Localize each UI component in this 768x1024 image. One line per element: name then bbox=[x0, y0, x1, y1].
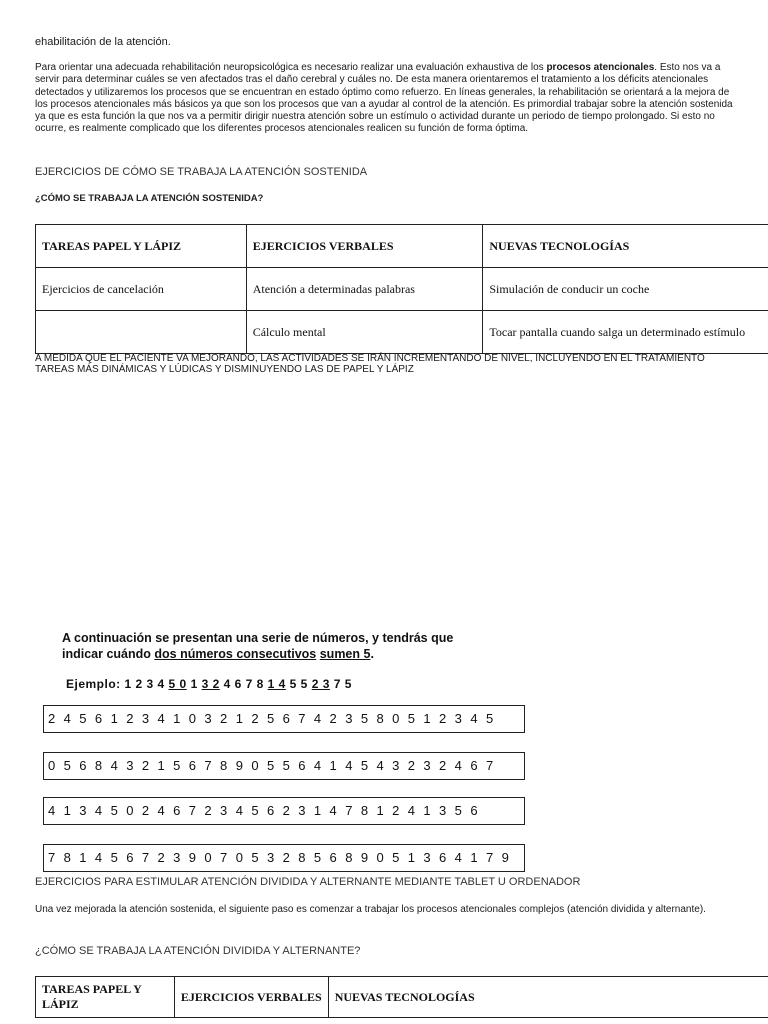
section-heading-sustained: EJERCICIOS DE CÓMO SE TRABAJA LA ATENCIÓN SOSTENIDA bbox=[35, 166, 368, 178]
instruction-text: . bbox=[370, 647, 374, 661]
instruction-text: indicar cuándo bbox=[62, 647, 155, 661]
section-heading-divided: EJERCICIOS PARA ESTIMULAR ATENCIÓN DIVIDIDA Y ALTERNANTE MEDIANTE TABLET U ORDENADOR bbox=[35, 876, 581, 888]
header-cell: NUEVAS TECNOLOGÍAS bbox=[328, 977, 768, 1018]
example-pair: 1 4 bbox=[267, 677, 286, 691]
paragraph-complex-processes: Una vez mejorada la atención sostenida, el siguiente paso es comenzar a trabajar los procesos atencionales complejos (atención dividida y alternante). bbox=[35, 904, 706, 915]
header-cell: EJERCICIOS VERBALES bbox=[174, 977, 328, 1018]
table-row bbox=[36, 311, 768, 354]
example-pair: 2 3 bbox=[311, 677, 330, 691]
table-header-row bbox=[36, 977, 768, 1018]
intro-text: ehabilitación de la atención. bbox=[35, 36, 171, 48]
subheading-sustained-question: ¿CÓMO SE TRABAJA LA ATENCIÓN SOSTENIDA? bbox=[35, 193, 264, 204]
sustained-attention-table bbox=[35, 224, 768, 354]
number-sequence-3: 4 1 3 4 5 0 2 4 6 7 2 3 4 5 6 2 3 1 4 7 8 1 2 4 1 3 5 6 bbox=[43, 797, 525, 825]
header-cell: NUEVAS TECNOLOGÍAS bbox=[483, 225, 768, 268]
number-sequence-1: 2 4 5 6 1 2 3 4 1 0 3 2 1 2 5 6 7 4 2 3 5 8 0 5 1 2 3 4 5 bbox=[43, 705, 525, 733]
example-digits: 1 bbox=[186, 677, 202, 691]
header-cell: EJERCICIOS VERBALES bbox=[246, 225, 483, 268]
exercise-instructions bbox=[62, 630, 453, 662]
table-cell bbox=[36, 311, 247, 354]
processes-link-text: procesos atencionales bbox=[546, 62, 655, 73]
instruction-underlined: dos números consecutivos bbox=[154, 647, 317, 661]
table-cell: Cálculo mental bbox=[246, 311, 483, 354]
number-sequence-2: 0 5 6 8 4 3 2 1 5 6 7 8 9 0 5 5 6 4 1 4 5 4 3 2 3 2 4 6 7 bbox=[43, 752, 525, 780]
paragraph-evaluation-pre: Para orientar una adecuada rehabilitación neuropsicológica es necesario realizar una evaluación exhaustiva de los bbox=[35, 62, 547, 73]
instruction-line-2 bbox=[62, 646, 453, 662]
number-sequence-4: 7 8 1 4 5 6 7 2 3 9 0 7 0 5 3 2 8 5 6 8 9 0 5 1 3 6 4 1 7 9 bbox=[43, 844, 525, 872]
table-row bbox=[36, 268, 768, 311]
instruction-line-1: A continuación se presentan una serie de números, y tendrás que bbox=[62, 631, 454, 645]
example-pair: 3 2 bbox=[201, 677, 220, 691]
example-digits: 5 5 bbox=[285, 677, 312, 691]
table-cell: Atención a determinadas palabras bbox=[246, 268, 483, 311]
example-digits: 1 2 3 4 bbox=[124, 677, 169, 691]
example-label: Ejemplo: bbox=[66, 677, 121, 691]
header-cell: TAREAS PAPEL Y LÁPIZ bbox=[36, 225, 247, 268]
table-cell: Ejercicios de cancelación bbox=[36, 268, 247, 311]
subheading-divided-question: ¿CÓMO SE TRABAJA LA ATENCIÓN DIVIDIDA Y ALTERNANTE? bbox=[35, 945, 361, 957]
example-pair: 5 0 bbox=[168, 677, 187, 691]
instruction-underlined: sumen 5 bbox=[319, 647, 371, 661]
example-line bbox=[66, 677, 352, 691]
table-cell: Tocar pantalla cuando salga un determinado estímulo bbox=[483, 311, 768, 354]
divided-attention-table bbox=[35, 976, 768, 1018]
paragraph-evaluation bbox=[35, 62, 735, 136]
table-cell: Simulación de conducir un coche bbox=[483, 268, 768, 311]
header-cell: TAREAS PAPEL Y LÁPIZ bbox=[36, 977, 175, 1018]
paragraph-evaluation-post: . Esto nos va a servir para determinar cuáles se ven afectados tras el daño cerebral y cuáles no. De esta manera orientaremos el tratamiento a los déficits atencionales detectados y utilizaremos los procesos que se encuentran en estado óptimo como refuerzo. En líneas generales, la rehabilitación se orientará a la mejora de los procesos atencionales más básicos ya que son los procesos que van a ayudar al control de la atención. Es primordial trabajar sobre la atención sostenida ya que es esta función la que nos va a permitir dirigir nuestra atención sobre un estímulo o actividad durante un periodo de tiempo prolongado. Si esto no ocurre, es realmente complicado que los diferentes procesos atencionales realicen su función de forma óptima. bbox=[35, 62, 733, 135]
table-header-row bbox=[36, 225, 768, 268]
example-digits: 4 6 7 8 bbox=[219, 677, 268, 691]
progress-note: A MEDIDA QUE EL PACIENTE VA MEJORANDO, LAS ACTIVIDADES SE IRÁN INCREMENTANDO DE NIVEL, INCLUYENDO EN EL TRATAMIENTO TAREAS MÁS DINÁMICAS Y LÚDICAS Y DISMINUYENDO LAS DE PAPEL Y LÁPIZ bbox=[35, 353, 705, 375]
example-digits: 7 5 bbox=[329, 677, 352, 691]
